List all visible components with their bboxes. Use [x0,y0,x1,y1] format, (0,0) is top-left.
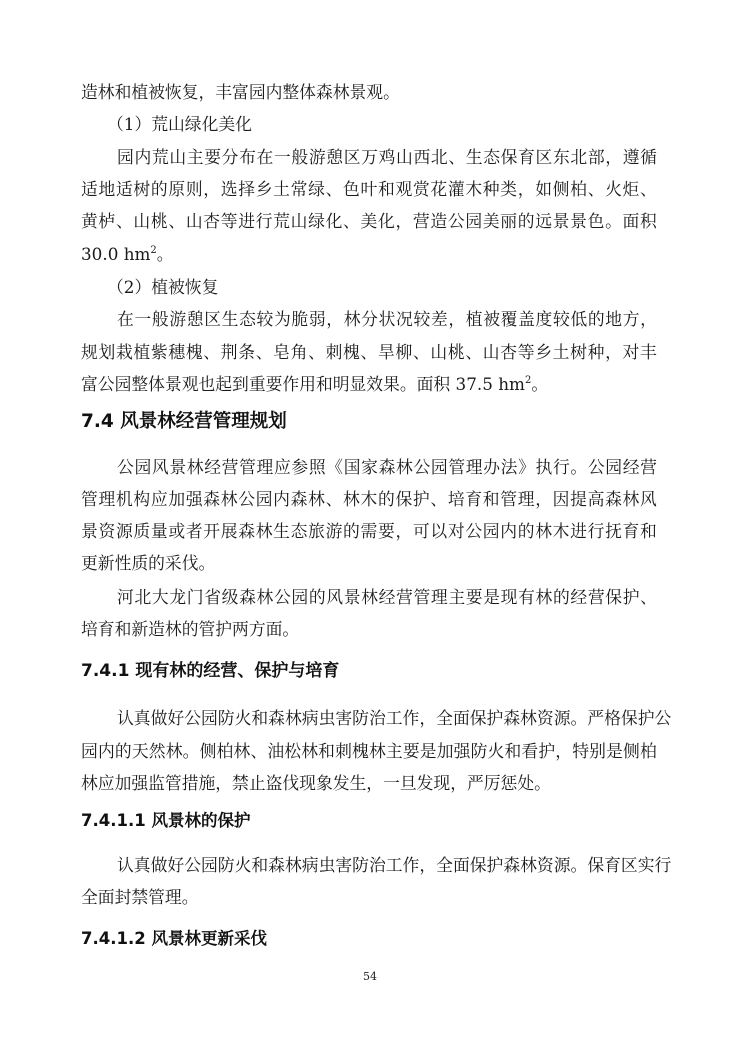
paragraph-line: 管 理 机 构 应 加 强 森 林 公 园 内 森 林 、 林 木 的 保 护 、 培 育 和 管 理 ， 因 提 高 森 林 风 [81,489,657,509]
section-title-vegetation-restoration: （2）植被恢复 [107,277,219,297]
paragraph-line: 全面封禁管理。 [81,887,199,907]
paragraph-line: 黄 栌 、 山 桃 、 山 杏 等 进 行 荒 山 绿 化 、 美 化 ， 营 造 公 园 美 丽 的 远 景 景 色 。 面 积 [81,211,657,231]
section-title-barren-hill-greening: （1）荒山绿化美化 [107,114,252,134]
area-value-end: 。 [156,244,174,264]
paragraph-line: 景 资 源 质 量 或 者 开 展 森 林 生 态 旅 游 的 需 要 ， 可 以 对 公 园 内 的 林 木 进 行 抚 育 和 [81,521,657,541]
paragraph-line: 规 划 栽 植 紫 穗 槐 、 荆 条 、 皂 角 、 刺 槐 、 旱 柳 、 山 桃 、 山 杏 等 乡 土 树 种 ， 对 丰 [81,342,657,362]
paragraph-line: 认 真 做 好 公 园 防 火 和 森 林 病 虫 害 防 治 工 作 ， 全 面 保 护 森 林 资 源 。 保 育 区 实 行 [117,855,672,875]
paragraph-line: 林应加强监管措施，禁止盗伐现象发生，一旦发现，严厉惩处。 [81,773,551,793]
paragraph-line: 造林和植被恢复，丰富园内整体森林景观。 [81,82,400,102]
area-value: 富公园整体景观也起到重要作用和明显效果。面积 37.5 hm [81,374,525,394]
area-unit-superscript: 2 [524,375,532,386]
page-number: 54 [363,970,377,983]
paragraph-line: 园 内 的 天 然 林 。 侧 柏 林 、 油 松 林 和 刺 槐 林 主 要 是 加 强 防 火 和 看 护 ， 特 别 是 侧 柏 [81,741,657,761]
area-value: 30.0 hm [81,244,151,264]
area-value-line [81,242,174,266]
heading-7-4-1-2: 7.4.1.2 风景林更新采伐 [81,929,267,948]
heading-7-4-1-1: 7.4.1.1 风景林的保护 [81,811,251,830]
paragraph-line: 认 真 做 好 公 园 防 火 和 森 林 病 虫 害 防 治 工 作 ， 全 面 保 护 森 林 资 源 。 严 格 保 护 公 [117,708,672,728]
heading-7-4-1: 7.4.1 现有林的经营、保护与培育 [81,661,340,681]
paragraph-line: 在 一 般 游 憩 区 生 态 较 为 脆 弱 ， 林 分 状 况 较 差 ， 植 被 覆 盖 度 较 低 的 地 方 ， [117,309,657,329]
paragraph-line: 适 地 适 树 的 原 则 ， 选 择 乡 土 常 绿 、 色 叶 和 观 赏 花 灌 木 种 类 ， 如 侧 柏 、 火 炬 、 [81,179,657,199]
paragraph-line: 公 园 风 景 林 经 营 管 理 应 参 照 《 国 家 森 林 公 园 管 理 办 法 》 执 行 。 公 园 经 营 [117,457,657,477]
paragraph-line: 园 内 荒 山 主 要 分 布 在 一 般 游 憩 区 万 鸡 山 西 北 、 生 态 保 育 区 东 北 部 ， 遵 循 [117,147,657,167]
area-unit-superscript: 2 [150,245,157,256]
paragraph-line: 培育和新造林的管护两方面。 [81,619,300,639]
paragraph-line: 河 北 大 龙 门 省 级 森 林 公 园 的 风 景 林 经 营 管 理 主 要 是 现 有 林 的 经 营 保 护 、 [117,587,657,607]
area-value-line [81,372,548,396]
area-value-end: 。 [531,374,549,394]
paragraph-line: 更新性质的采伐。 [81,553,216,573]
heading-7-4: 7.4 风景林经营管理规划 [81,411,287,432]
